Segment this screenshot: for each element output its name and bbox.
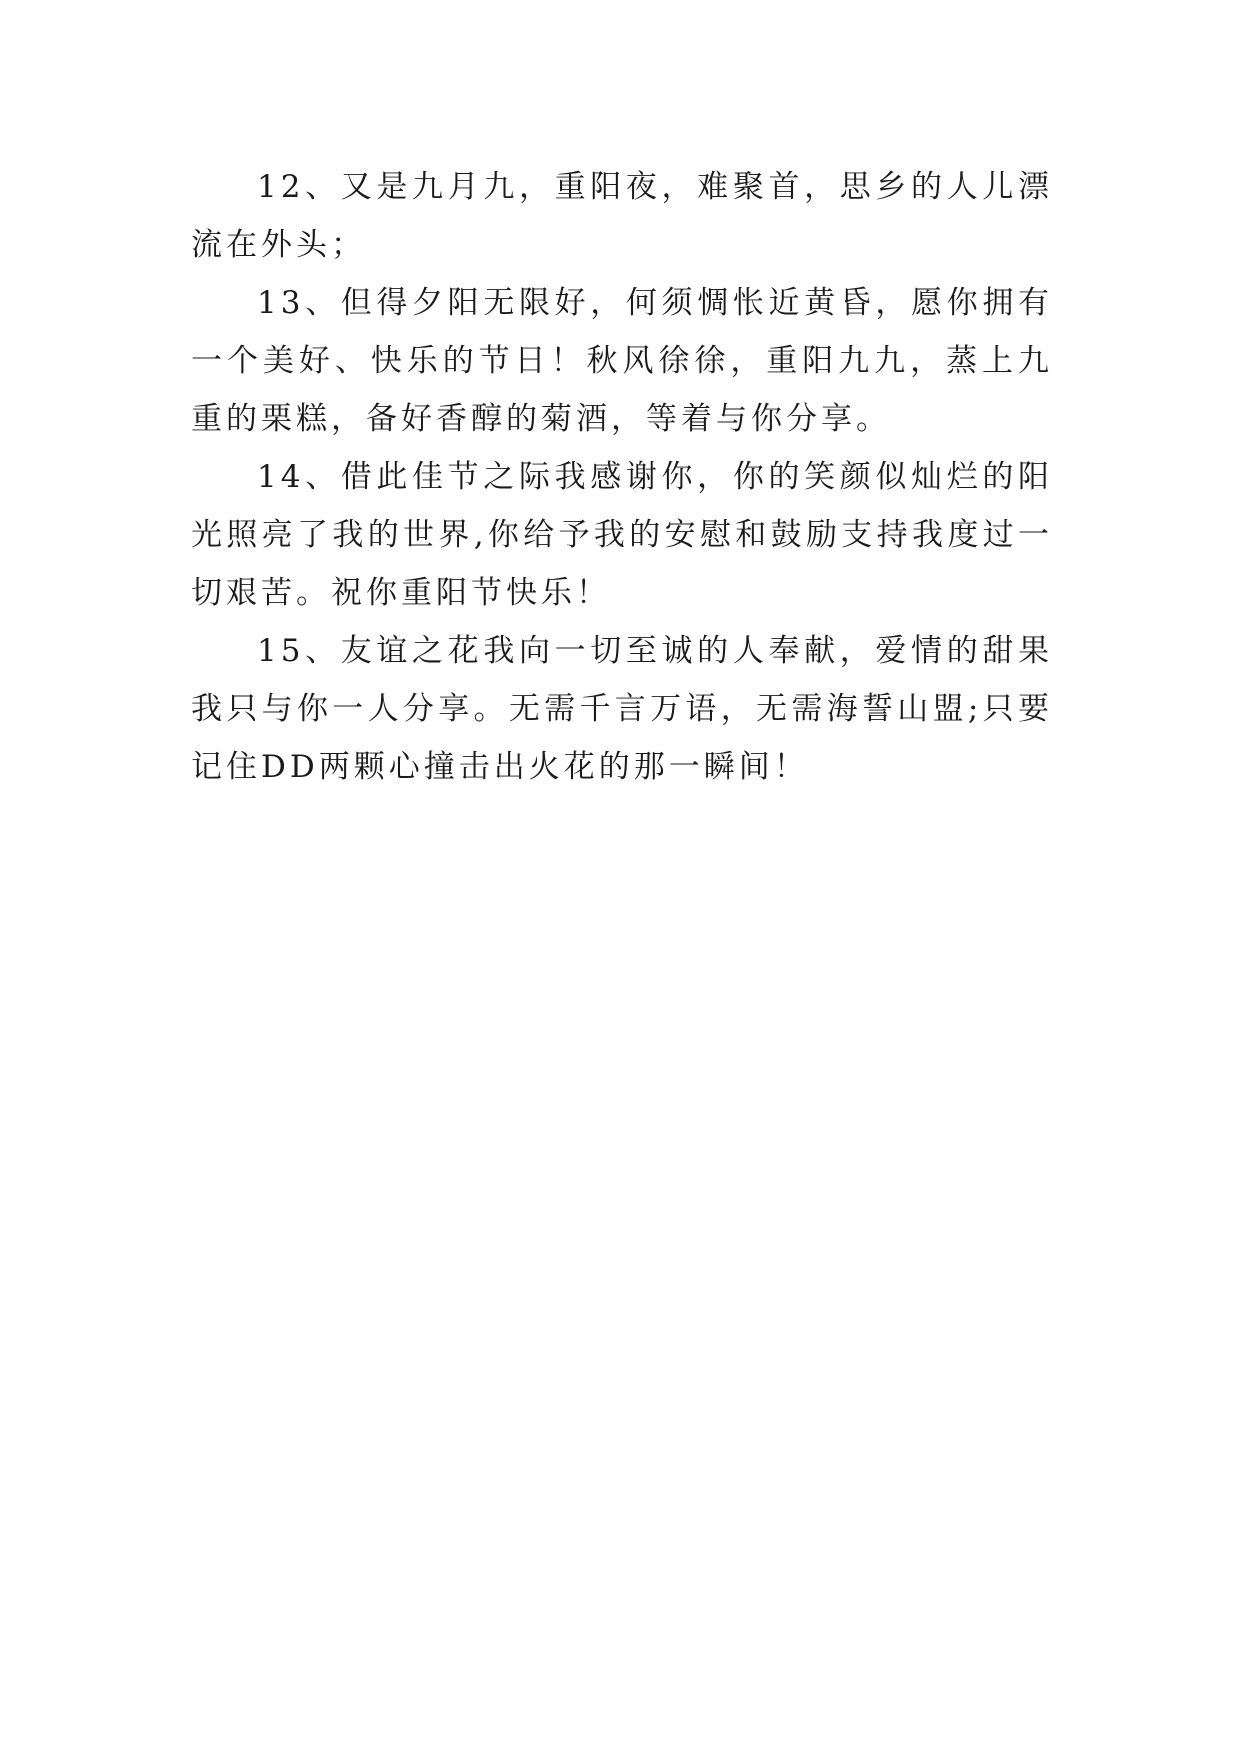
paragraph-12: 12、又是九月九，重阳夜，难聚首，思乡的人儿漂流在外头； xyxy=(191,169,1053,263)
paragraph-15: 15、友谊之花我向一切至诚的人奉献，爱情的甜果我只与你一人分享。无需千言万语，无需海誓山盟;只要记住DD两颗心撞击出火花的那一瞬间！ xyxy=(191,633,1053,785)
paragraph-14: 14、借此佳节之际我感谢你，你的笑颜似灿烂的阳光照亮了我的世界,你给予我的安慰和鼓励支持我度过一切艰苦。祝你重阳节快乐！ xyxy=(191,459,1053,611)
document-body xyxy=(191,158,1053,796)
paragraph-13: 13、但得夕阳无限好，何须惆怅近黄昏，愿你拥有一个美好、快乐的节日！秋风徐徐，重阳九九，蒸上九重的栗糕，备好香醇的菊酒，等着与你分享。 xyxy=(191,285,1053,437)
